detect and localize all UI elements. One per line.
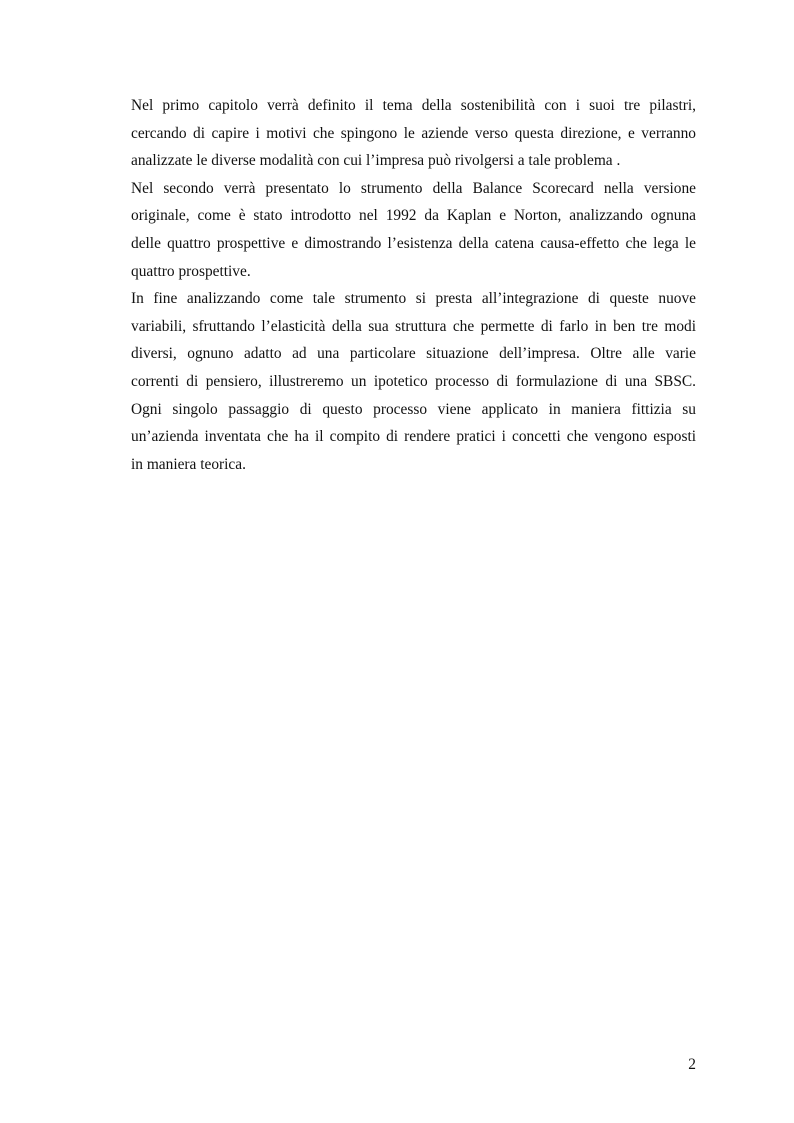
text-line: In fine analizzando come tale strumento si presta all’integrazione di queste nuove	[131, 290, 696, 308]
paragraph-chapter-two	[131, 175, 696, 285]
body-text	[131, 92, 696, 478]
paragraph-chapter-three	[131, 285, 696, 478]
text-line: un’azienda inventata che ha il compito di rendere pratici i concetti che vengono esposti	[131, 428, 696, 446]
text-line: Ogni singolo passaggio di questo processo viene applicato in maniera fittizia su	[131, 400, 696, 418]
text-line: delle quattro prospettive e dimostrando l’esistenza della catena causa-effetto che lega le	[131, 234, 696, 252]
text-line: Nel primo capitolo verrà definito il tema della sostenibilità con i suoi tre pilastri,	[131, 97, 696, 114]
paragraph-chapter-one	[131, 92, 696, 175]
text-line: cercando di capire i motivi che spingono le aziende verso questa direzione, e verranno	[131, 124, 696, 142]
text-line: quattro prospettive.	[131, 262, 251, 280]
text-line: originale, come è stato introdotto nel 1992 da Kaplan e Norton, analizzando ognuna	[131, 207, 696, 225]
text-line: diversi, ognuno adatto ad una particolare situazione dell’impresa. Oltre alle varie	[131, 345, 696, 363]
text-line: correnti di pensiero, illustreremo un ipotetico processo di formulazione di una SBSC.	[131, 372, 696, 390]
text-line: Nel secondo verrà presentato lo strumento della Balance Scorecard nella versione	[131, 179, 696, 197]
page-number: 2	[688, 1056, 696, 1073]
text-line: analizzate le diverse modalità con cui l’impresa può rivolgersi a tale problema .	[131, 152, 621, 170]
text-line: variabili, sfruttando l’elasticità della sua struttura che permette di farlo in ben tre modi	[131, 317, 696, 335]
text-line: in maniera teorica.	[131, 455, 246, 473]
